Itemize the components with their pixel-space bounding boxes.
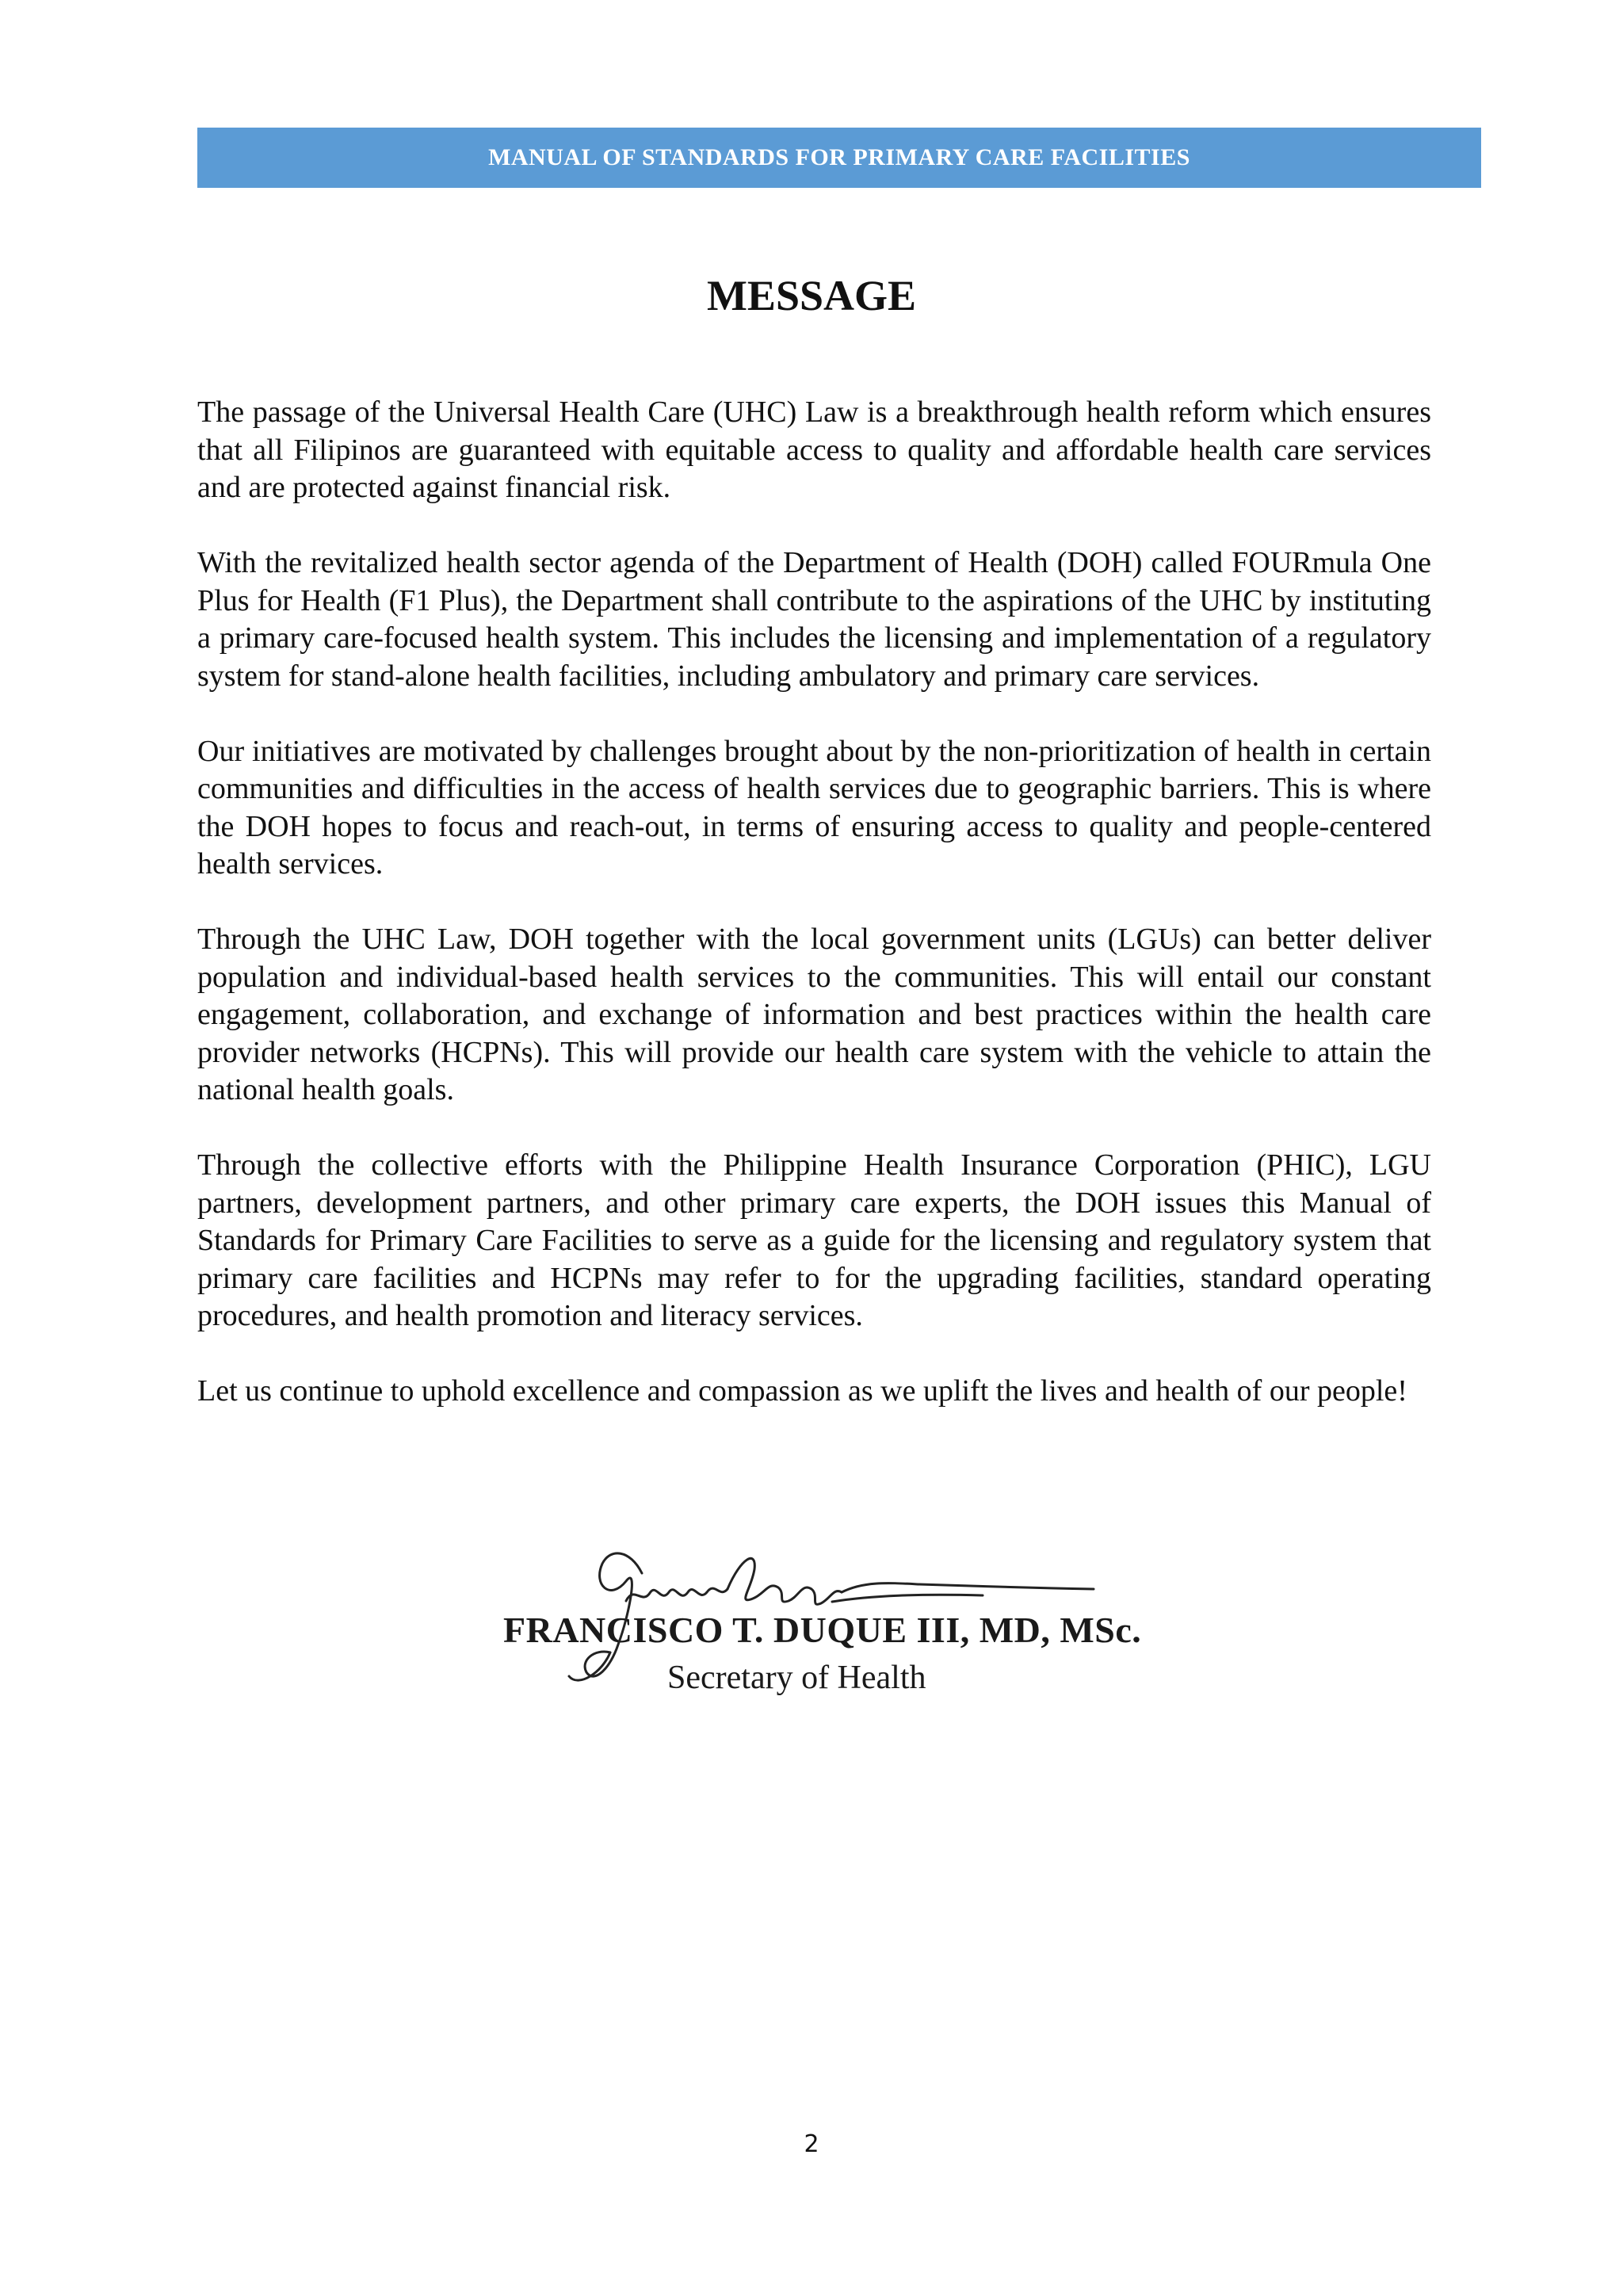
page-number: 2 [804,2130,819,2158]
header-bar [197,128,1481,188]
message-paragraph: The passage of the Universal Health Care (UHC) Law is a breakthrough health reform which ensures that all Filipinos are guaranteed with equitable access to quality and affordable health care services and are protected against financial risk. [197,395,1431,504]
message-paragraph: Let us continue to uphold excellence and compassion as we uplift the lives and health of our people! [197,1374,1407,1408]
message-paragraph: Through the collective efforts with the Philippine Health Insurance Corporation (PHIC), LGU partners, development partners, and other primary care experts, the DOH issues this Manual of Standards for Primary Care Facilities to serve as a guide for the licensing and regulatory system that primary care facilities and HCPNs may refer to for the upgrading facilities, standard operating procedures, and health promotion and literacy services. [197,1148,1431,1332]
message-body [197,394,1431,1411]
message-paragraph: Our initiatives are motivated by challenges brought about by the non-prioritization of health in certain communities and difficulties in the access of health services due to geographic barriers. This is where the DOH hopes to focus and reach-out, in terms of ensuring access to quality and people-centered health services. [197,734,1431,881]
signatory-title: Secretary of Health [667,1660,926,1696]
message-paragraph: Through the UHC Law, DOH together with the local government units (LGUs) can better deliver population and individual-based health services to the communities. This will entail our constant engagement, collaboration, and exchange of information and best practices within the health care provider networks (HCPNs). This will provide our health care system with the vehicle to attain the national health goals. [197,923,1431,1106]
handwritten-signature [491,1526,1205,1716]
signatory-name: FRANCISCO T. DUQUE III, MD, MSc. [503,1610,1142,1650]
header-title: MANUAL OF STANDARDS FOR PRIMARY CARE FACILITIES [488,144,1190,170]
signature-block [491,1526,1205,1716]
page-title: MESSAGE [706,272,917,319]
message-paragraph: With the revitalized health sector agenda of the Department of Health (DOH) called FOURmula One Plus for Health (F1 Plus), the Department shall contribute to the aspirations of the UHC by instituting a primary care-focused health system. This includes the licensing and implementation of a regulatory system for stand-alone health facilities, including ambulatory and primary care services. [197,546,1431,693]
